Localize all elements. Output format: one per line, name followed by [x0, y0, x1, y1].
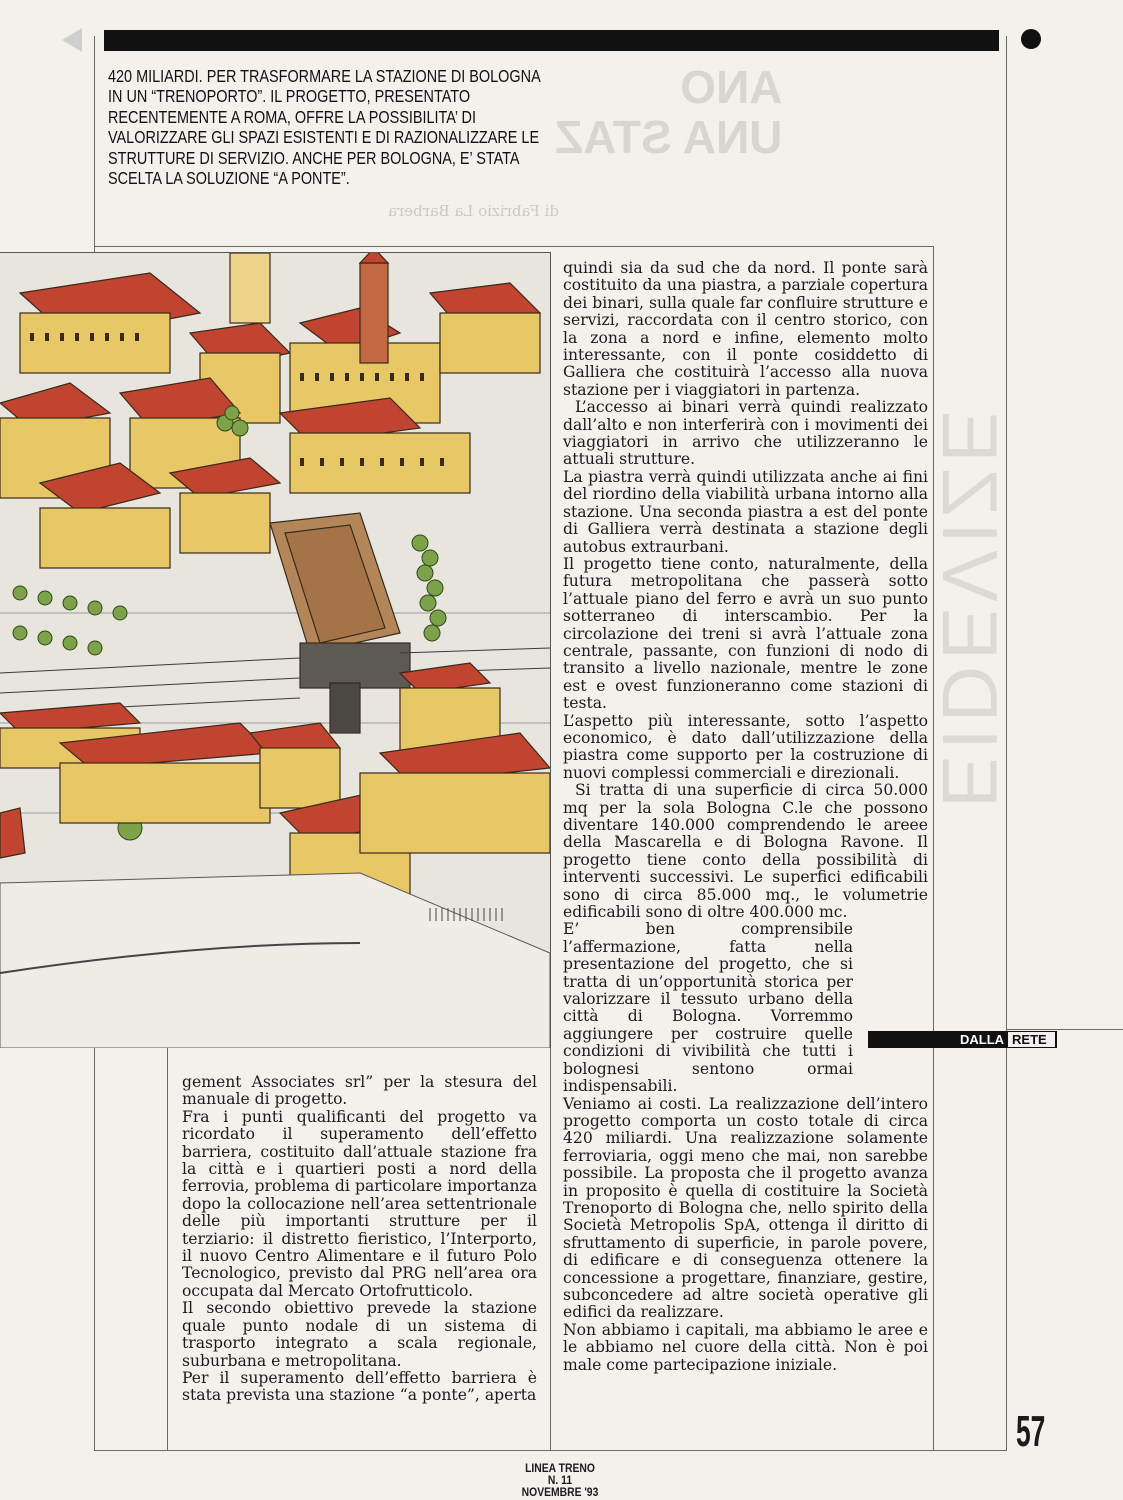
paragraph: gement Associates srl” per la stesura del manuale di progetto. — [182, 1073, 537, 1109]
footer-masthead — [490, 1463, 630, 1499]
article-column-right — [563, 260, 928, 1374]
column-rule-left — [167, 1047, 168, 1451]
show-through-title: ANO UNA STAZ — [555, 61, 783, 163]
paragraph: Non abbiamo i capitali, ma abbiamo le aree e le abbiamo nel cuore della città. Non è poi male come partecipazione iniziale. — [563, 1320, 928, 1374]
paragraph: Veniamo ai costi. La realizzazione dell’intero progetto comporta un costo totale di circa 420 miliardi. Una realizzazione solamente ferroviaria, oggi meno che mai, non sarebbe possibile. La proposta che il progetto avanza in proposito è quella di costituire la Società Trenoporto di Bologna che, nello spirito della Società Metropolis SpA, ottenga il diritto di sfruttamento di superficie, in parole povere, di edificare e di conseguenza ottenere la concessione a progettare, finanziare, gestire, subconcedere ad altre società operative gli edifici da realizzare. — [563, 1094, 928, 1322]
paragraph: Il progetto tiene conto, naturalmente, della futura metropolitana che passerà sotto l’attuale piano del ferro e avrà un suo punto sotterraneo di interscambio. Per la circolazione dei treni si avrà l’attuale zona centrale, passante, con funzioni di nodo di transito a livello nazionale, mentre le zone est e ovest funzioneranno come stazioni di testa. — [563, 554, 928, 713]
header-black-bar — [104, 30, 999, 51]
column-rule-middle — [550, 1047, 551, 1451]
section-rule — [1006, 1029, 1123, 1030]
show-through-vertical: EIDEVIZE — [926, 404, 1014, 808]
frame-header-rule — [94, 246, 934, 247]
frame-bottom-rule — [94, 1450, 1006, 1451]
show-through-byline: di Fabrizio La Barbera — [388, 202, 559, 220]
section-label-part2: RETE — [1008, 1032, 1055, 1047]
paragraph: E’ ben comprensibile l’affermazione, fatta nella presentazione del progetto, che si tratta di un’opportunità storica per valorizzare il tessuto urbano della città di Bologna. Vorremmo aggiungere per costruire quelle condizioni di vivibilità che tutti i bolognesi sentono ormai indispensabili. — [563, 920, 853, 1096]
section-label — [868, 1031, 1057, 1048]
page-arrow-left-icon — [62, 28, 82, 52]
footer-date: NOVEMBRE '93 — [521, 1487, 599, 1499]
article-column-left — [182, 1074, 537, 1405]
paragraph: Il secondo obiettivo prevede la stazione quale punto nodale di un sistema di trasporto integrato a scala regionale, suburbana e metropolitana. — [182, 1299, 537, 1370]
paragraph: quindi sia da sud che da nord. Il ponte sarà costituito da una piastra, a parziale copertura dei binari, sulla quale far confluire strutture e servizi, raccordata con il centro storico, con la zona a nord e infine, elemento molto interessante, con il ponte cosiddetto di Galliera che costituirà l’accesso alla nuova stazione per i viaggiatori in partenza. — [563, 259, 928, 399]
headline-text: 420 MILIARDI. PER TRASFORMARE LA STAZIONE DI BOLOGNA IN UN “TRENOPORTO”. IL PROGETTO, PRESENTATO RECENTEMENTE A ROMA, OFFRE LA POSSIBILITA’ DI VALORIZZARE GLI SPAZI ESISTENTI E DI RAZIONALIZZARE LE STRUTTURE DI SERVIZIO. ANCHE PER BOLOGNA, E’ STATA SCELTA LA SOLUZIONE “A PONTE”. — [108, 66, 540, 189]
page-number: 57 — [1016, 1407, 1046, 1456]
section-label-part1: DALLA — [960, 1032, 1005, 1047]
footer-issue: N. 11 — [547, 1475, 573, 1487]
bullet-dot-icon — [1021, 29, 1041, 49]
paragraph: L’accesso ai binari verrà quindi realizzato dall’alto e non interferirà con i movimenti dei viaggiatori in arrivo che utilizzeranno le attuali strutture. — [563, 398, 928, 469]
station-aerial-illustration — [0, 252, 551, 1048]
paragraph: L’aspetto più interessante, sotto l’aspetto economico, è dato dall’utilizzazione della piastra come supporto per la costruzione di nuovi complessi commerciali e direzionali. — [563, 711, 928, 782]
paragraph: Per il superamento dell’effetto barriera è stata prevista una stazione “a ponte”, aperta — [182, 1368, 537, 1405]
footer-magazine: LINEA TRENO — [525, 1463, 595, 1475]
paragraph: Fra i punti qualificanti del progetto va ricordato il superamento dell’effetto barriera, costituito dall’attuale stazione fra la città e i quartieri posti a nord della ferrovia, problema di particolare importanza dopo la collocazione nell’area settentrionale delle più importanti strutture per il terziario: il distretto fieristico, l’Interporto, il nuovo Centro Alimentare e il futuro Polo Tecnologico, previsto dal PRG nell’area ora occupata dal Mercato Ortofrutticolo. — [182, 1107, 537, 1300]
paragraph: La piastra verrà quindi utilizzata anche ai fini del riordino della viabilità urbana intorno alla stazione. Una seconda piastra a est del ponte di Galliera verrà destinata a stazione degli autobus extraurbani. — [563, 467, 928, 556]
paragraph: Si tratta di una superficie di circa 50.000 mq per la sola Bologna C.le che possono diventare 140.000 comprendendo le areee della Mascarella e di Bologna Ravone. Il progetto tiene conto della possibilità di interventi successivi. Le superfici edificabili sono di circa 85.000 mq., le volumetrie edificabili sono di oltre 400.000 mc. — [563, 781, 928, 922]
